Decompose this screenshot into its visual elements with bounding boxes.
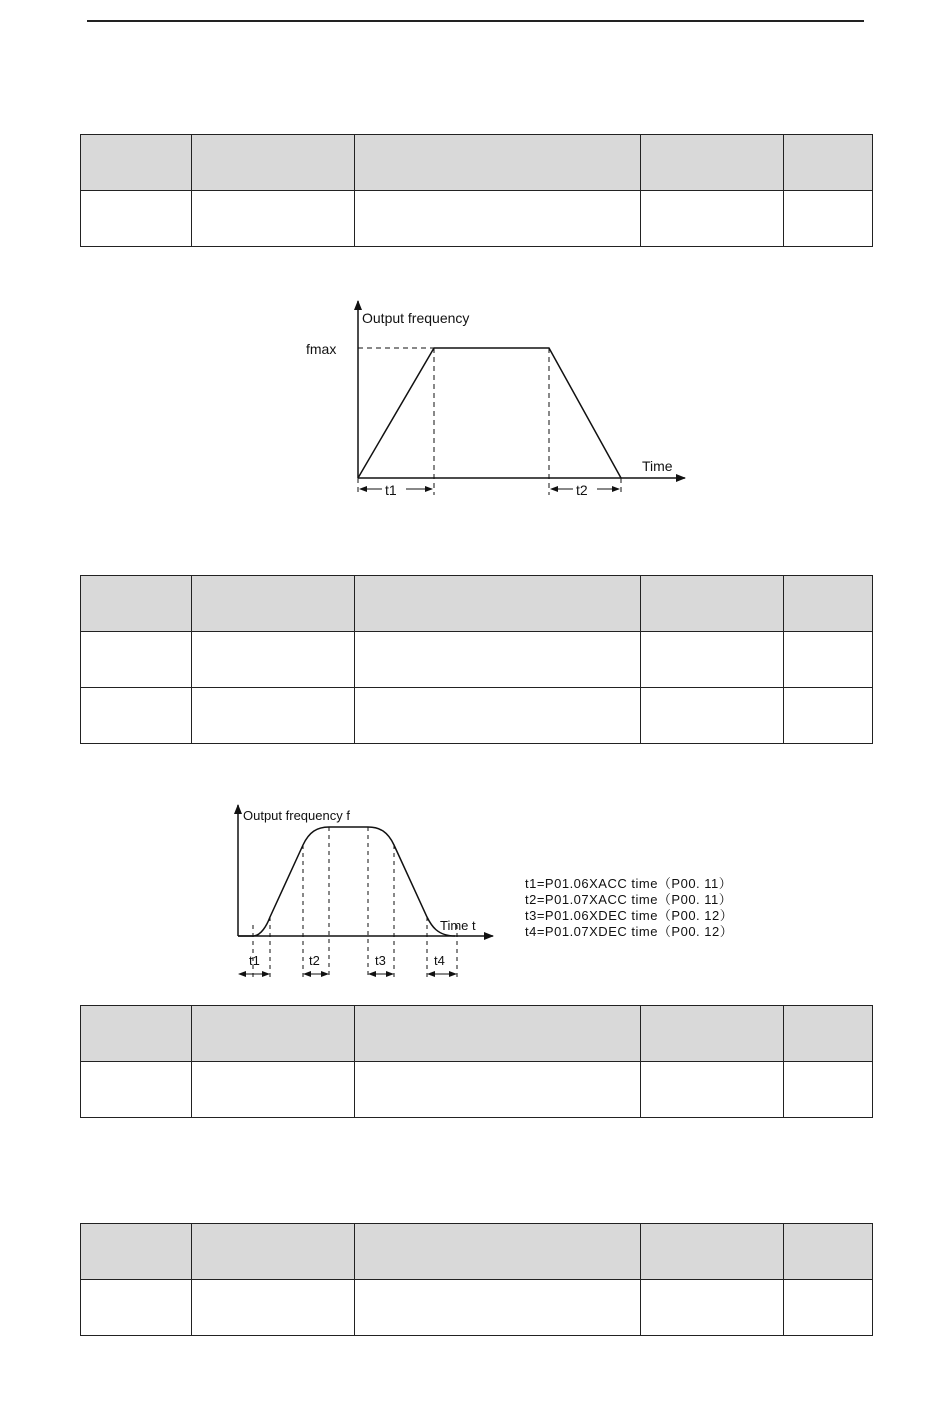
table-row	[81, 632, 873, 688]
s-curve-formulas	[520, 875, 780, 945]
formula-t4: t4=P01.07XDEC time（P00. 12）	[525, 924, 734, 939]
y-axis-label: Output frequency	[362, 310, 470, 326]
table-row	[81, 1062, 873, 1118]
y-axis-label: Output frequency f	[243, 808, 350, 823]
t1-label: t1	[249, 953, 260, 968]
table-row	[81, 191, 873, 247]
table-row	[81, 688, 873, 744]
table-header-row	[81, 1224, 873, 1280]
formula-t2: t2=P01.07XACC time（P00. 11）	[525, 892, 733, 907]
t1-label: t1	[385, 482, 397, 498]
header-rule	[87, 20, 864, 22]
linear-acc-dec-diagram	[300, 295, 700, 505]
table-header-row	[81, 135, 873, 191]
parameter-table-3	[80, 1005, 873, 1118]
t2-label: t2	[576, 482, 588, 498]
formula-t1: t1=P01.06XACC time（P00. 11）	[525, 876, 733, 891]
s-curve-acc-dec-diagram	[225, 800, 525, 985]
frequency-curve	[238, 827, 455, 936]
t4-label: t4	[434, 953, 445, 968]
t2-label: t2	[309, 953, 320, 968]
t3-label: t3	[375, 953, 386, 968]
formula-t3: t3=P01.06XDEC time（P00. 12）	[525, 908, 734, 923]
x-axis-label: Time t	[440, 918, 476, 933]
table-header-row	[81, 1006, 873, 1062]
frequency-curve	[358, 348, 621, 478]
x-axis-label: Time	[642, 458, 673, 474]
table-header-row	[81, 576, 873, 632]
parameter-table-1	[80, 134, 873, 247]
parameter-table-2	[80, 575, 873, 744]
fmax-label: fmax	[306, 341, 337, 357]
table-row	[81, 1280, 873, 1336]
parameter-table-4	[80, 1223, 873, 1336]
